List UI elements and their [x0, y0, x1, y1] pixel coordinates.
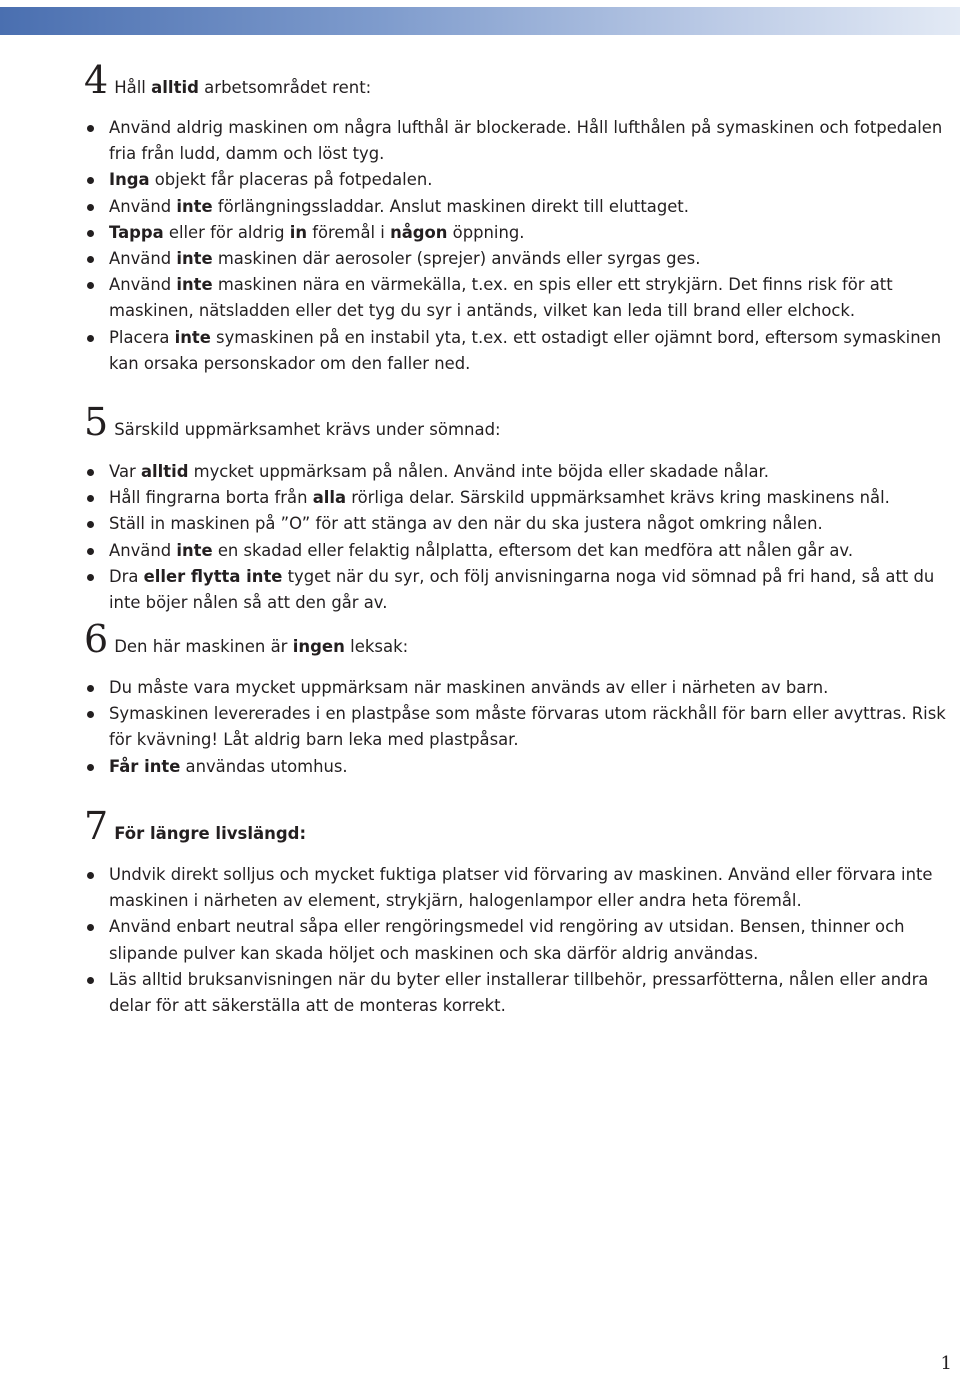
text-run: eller för aldrig — [163, 222, 290, 242]
section-number: 6 — [84, 617, 109, 661]
bullet-icon — [87, 335, 94, 342]
bullet-list — [84, 459, 950, 616]
list-item — [84, 701, 950, 753]
text-run: Använd — [109, 275, 177, 295]
text-run: Använd — [109, 196, 177, 216]
list-item — [84, 511, 950, 537]
bullet-icon — [87, 574, 94, 581]
list-item — [84, 272, 950, 324]
list-item — [84, 538, 950, 564]
list-item — [84, 167, 950, 193]
bold-text: Inga — [109, 170, 150, 190]
list-item-text — [109, 223, 524, 242]
bullet-icon — [87, 469, 94, 476]
text-run: maskinen nära en värmekälla, t.ex. en spis eller ett strykjärn. Det finns risk för att maskinen, nätsladden eller det tyg du syr i antänds, vilket kan leda till brand eller elchock. — [109, 275, 893, 321]
list-item-text — [109, 757, 348, 776]
list-item — [84, 675, 950, 701]
bold-text: eller flytta inte — [143, 566, 283, 586]
list-item-text — [109, 328, 941, 373]
bold-text: inte — [176, 249, 213, 269]
text-run: Läs alltid bruksanvisningen när du byter eller installerar tillbehör, pressarfötterna, nålen eller andra delar för att säkerställa att de monteras korrekt. — [109, 969, 929, 1016]
header-bar — [0, 7, 960, 35]
list-item — [84, 564, 950, 616]
bold-text: inte — [176, 540, 213, 560]
section-number: 7 — [84, 804, 109, 848]
bullet-list — [84, 862, 950, 1019]
bullet-icon — [87, 548, 94, 555]
text-run: Håll fingrarna borta från — [109, 488, 313, 508]
bullet-icon — [87, 685, 94, 692]
bold-text: någon — [390, 222, 448, 242]
text-run: Ställ in maskinen på ”O” för att stänga av den när du ska justera något omkring nålen. — [109, 514, 823, 534]
text-run: tyget när du syr, och följ anvisningarna noga vid sömnad på fri hand, så att du inte böjer nålen så att den går av. — [109, 566, 935, 613]
section-heading — [84, 402, 501, 442]
text-run: användas utomhus. — [180, 756, 348, 776]
text-run: Var — [109, 462, 141, 481]
list-item-text — [109, 704, 946, 749]
bullet-icon — [87, 924, 94, 931]
list-item-text — [109, 917, 904, 962]
text-run: mycket uppmärksam på nålen. Använd inte böjda eller skadade nålar. — [188, 462, 769, 481]
text-run: objekt får placeras på fotpedalen. — [149, 170, 433, 190]
list-item-text — [109, 865, 932, 910]
list-item-text — [109, 514, 823, 533]
text-run: Dra — [109, 566, 144, 586]
text-run: Använd — [109, 249, 177, 269]
text-run: Håll — [114, 78, 152, 97]
text-run: maskinen där aerosoler (sprejer) används eller syrgas ges. — [212, 249, 701, 269]
text-run: rörliga delar. Särskild uppmärksamhet krävs kring maskinens nål. — [346, 488, 890, 508]
text-run: Placera — [109, 327, 175, 347]
bullet-icon — [87, 204, 94, 211]
bullet-icon — [87, 521, 94, 528]
bold-text: alltid — [151, 78, 199, 97]
text-run: leksak: — [344, 637, 409, 656]
bullet-icon — [87, 177, 94, 184]
text-run: Undvik direkt solljus och mycket fuktiga platser vid förvaring av maskinen. Använd eller förvara inte maskinen i närheten av element, strykjärn, halogenlampor eller andra heta föremål. — [109, 865, 933, 911]
list-item — [84, 754, 950, 780]
list-item-text — [109, 678, 828, 697]
bullet-icon — [87, 256, 94, 263]
list-item — [84, 246, 950, 272]
bold-text: inte — [176, 196, 213, 216]
bullet-icon — [87, 282, 94, 289]
bullet-list — [84, 675, 950, 780]
section-title — [114, 637, 408, 656]
list-item-text — [109, 249, 700, 268]
list-item — [84, 115, 950, 167]
bold-text: Får inte — [109, 756, 181, 776]
list-item — [84, 914, 950, 966]
list-item — [84, 459, 950, 485]
list-item-text — [109, 488, 890, 507]
section-title — [114, 78, 371, 97]
bold-text: alla — [312, 488, 347, 508]
section-heading — [84, 619, 408, 659]
text-run: Den här maskinen är — [114, 637, 293, 656]
bold-text: För längre livslängd: — [114, 824, 307, 843]
bold-text: inte — [174, 327, 211, 347]
list-item — [84, 194, 950, 220]
text-run: Använd enbart neutral såpa eller rengöringsmedel vid rengöring av utsidan. Bensen, thinner och slipande pulver kan skada höljet och maskinen och ska därför aldrig användas. — [109, 917, 905, 963]
bold-text: in — [289, 222, 308, 242]
list-item-text — [109, 541, 853, 560]
section-heading — [84, 60, 371, 100]
section-number: 4 — [84, 58, 109, 102]
text-run: en skadad eller felaktig nålplatta, eftersom det kan medföra att nålen går av. — [212, 540, 854, 560]
list-item-text — [109, 970, 928, 1015]
bold-text: ingen — [292, 637, 345, 656]
bullet-icon — [87, 230, 94, 237]
text-run: förlängningssladdar. Anslut maskinen direkt till eluttaget. — [212, 196, 689, 216]
bullet-icon — [87, 711, 94, 718]
text-run: föremål i — [307, 222, 391, 242]
bullet-list — [84, 115, 950, 377]
bold-text: inte — [176, 275, 213, 295]
text-run: öppning. — [447, 222, 525, 242]
list-item — [84, 967, 950, 1019]
bullet-icon — [87, 977, 94, 984]
bullet-icon — [87, 495, 94, 502]
section-number: 5 — [84, 400, 109, 444]
bold-text: Tappa — [109, 222, 164, 242]
list-item — [84, 220, 950, 246]
text-run: symaskinen på en instabil yta, t.ex. ett ostadigt eller ojämnt bord, eftersom symaskinen kan orsaka personskador om den faller ned. — [109, 327, 942, 373]
list-item — [84, 325, 950, 377]
list-item — [84, 862, 950, 914]
text-run: Särskild uppmärksamhet krävs under sömnad: — [114, 420, 501, 439]
text-run: Du måste vara mycket uppmärksam när maskinen används av eller i närheten av barn. — [109, 678, 829, 697]
bullet-icon — [87, 764, 94, 771]
bullet-icon — [87, 125, 94, 132]
list-item-text — [109, 197, 689, 216]
list-item-text — [109, 170, 432, 189]
text-run: Symaskinen levererades i en plastpåse som måste förvaras utom räckhåll för barn eller avyttras. Risk för kvävning! Låt aldrig barn leka med plastpåsar. — [109, 704, 946, 750]
bullet-icon — [87, 872, 94, 879]
text-run: arbetsområdet rent: — [198, 78, 372, 97]
bold-text: alltid — [140, 462, 189, 481]
section-title — [114, 824, 306, 843]
list-item — [84, 485, 950, 511]
text-run: Använd aldrig maskinen om några lufthål är blockerade. Håll lufthålen på symaskinen och fotpedalen fria från ludd, damm och löst tyg. — [109, 118, 943, 164]
text-run: Använd — [109, 540, 177, 560]
section-title — [114, 420, 500, 439]
list-item-text — [109, 567, 934, 612]
list-item-text — [109, 275, 893, 320]
page-number: 1 — [940, 1353, 952, 1374]
list-item-text — [109, 118, 942, 163]
section-heading — [84, 806, 306, 846]
list-item-text — [109, 462, 769, 481]
